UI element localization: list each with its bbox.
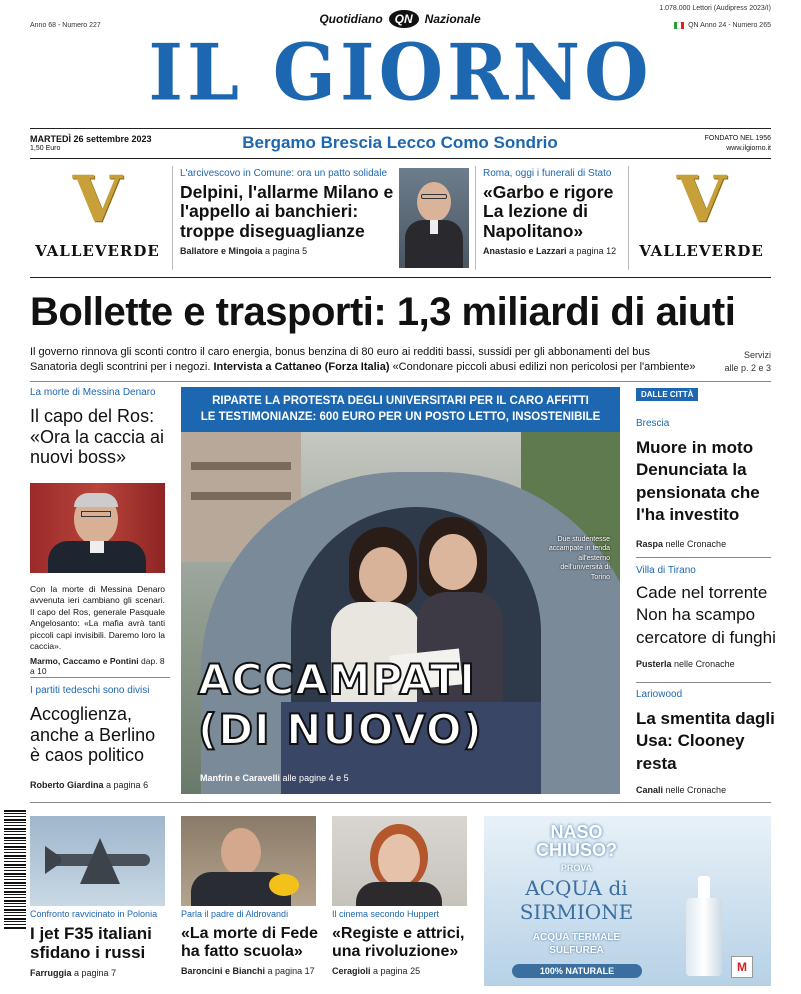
valleverde-ad-right[interactable]	[634, 162, 769, 268]
kicker: La morte di Messina Denaro	[30, 387, 156, 398]
issue-number-left: Anno 68 - Numero 227	[30, 22, 101, 29]
headline: Delpini, l'allarme Milano e l'appello ai banchieri: troppe diseguaglianze	[180, 182, 394, 241]
top-story-delpini[interactable]	[180, 168, 395, 256]
page-ref: Raspa nelle Cronache	[636, 538, 727, 549]
messina-body: Con la morte di Messina Denaro avvenuta ieri cambiano gli scenari. Il capo del Ros, generale Pasquale Angelosanto: «La mafia avrà tanti piccoli capi invisibili. Daremo loro la caccia».	[30, 584, 165, 652]
ros-chief-photo	[30, 483, 165, 573]
kicker: Roma, oggi i funerali di Stato	[483, 168, 612, 179]
masthead-title: IL GIORNO	[148, 27, 653, 119]
main-summary: Il governo rinnova gli sconti contro il caro energia, bonus benzina di 80 euro ai redditi bassi, sussidi per gli abbonamenti del bus Sanatoria degli scontrini per i negozi. Intervista a Cattaneo (Forza Italia) «Condonare piccoli abusi edilizi non pericolosi per l'ambiente»	[30, 346, 696, 374]
page-ref: Ballatore e Mingoia a pagina 5	[180, 245, 308, 256]
kicker: L'arcivescovo in Comune: ora un patto solidale	[180, 168, 388, 179]
main-headline[interactable]: Bollette e trasporti: 1,3 miliardi di aiuti	[30, 290, 736, 334]
valleverde-logo-icon: V	[676, 162, 727, 237]
story-villa-di-tirano[interactable]	[636, 565, 776, 669]
page-ref: Baroncini e Bianchi a pagina 17	[181, 966, 315, 977]
headline: I jet F35 italiani sfidano i russi	[30, 924, 152, 962]
headline: «La morte di Fede ha fatto scuola»	[181, 925, 318, 960]
bottom-story-f35[interactable]	[30, 909, 175, 978]
headline: «Registe e attrici, una rivoluzione»	[332, 925, 465, 960]
bottom-story-huppert[interactable]	[332, 909, 477, 976]
ad-logo-icon: M	[731, 956, 753, 978]
headline: Cade nel torrente Non ha scampo cercatore di funghi	[636, 583, 776, 647]
issue-date: MARTEDÌ 26 settembre 2023	[30, 134, 152, 144]
page-ref: Canali nelle Cronache	[636, 785, 727, 796]
page-ref: Pusterla nelle Cronache	[636, 659, 735, 670]
kicker: Parla il padre di Aldrovandi	[181, 909, 289, 919]
page-ref: Ceragioli a pagina 25	[332, 966, 421, 977]
aldrovandi-photo	[181, 816, 316, 906]
messina-ref: Marmo, Caccamo e Pontini dap. 8 a 10	[30, 656, 165, 676]
valleverde-logo-icon: V	[72, 162, 123, 237]
f35-photo	[30, 816, 165, 906]
kicker: Confronto ravvicinato in Polonia	[30, 909, 158, 919]
page-ref: Roberto Giardina a pagina 6	[30, 780, 149, 791]
kicker: Lariowood	[636, 689, 683, 700]
edition-cities: Bergamo Brescia Lecco Como Sondrio	[242, 133, 558, 152]
valleverde-ad-left[interactable]	[30, 162, 165, 268]
qn-header	[300, 8, 500, 30]
nazionale-label: Nazionale	[424, 12, 481, 26]
story-brescia[interactable]	[636, 418, 776, 549]
top-story-napolitano[interactable]	[483, 168, 623, 256]
ad-line1: NASO	[550, 822, 603, 842]
photo-caption: Due studentesse accampate in tenda all'esterno dell'università di Torino	[548, 536, 610, 581]
services-ref: Servizi alle p. 2 e 3	[724, 350, 771, 373]
kicker: Brescia	[636, 418, 670, 429]
italy-flag-icon	[674, 22, 684, 29]
bottom-story-aldrovandi[interactable]	[181, 909, 326, 976]
founded-label: FONDATO NEL 1956	[704, 135, 771, 142]
headline: Il capo del Ros: «Ora la caccia ai nuovi boss»	[30, 406, 165, 468]
ad-sub1: ACQUA TERMALE	[532, 932, 621, 943]
ad-sub2: SULFUREA	[549, 945, 604, 956]
page-ref: Anastasio e Lazzari a pagina 12	[483, 245, 617, 256]
spray-bottle-icon	[684, 876, 724, 976]
barcode	[4, 810, 26, 930]
accampati-headline: ACCAMPATI (DI NUOVO)	[198, 655, 483, 755]
ad-line2: CHIUSO?	[536, 840, 617, 860]
website: www.ilgiorno.it	[726, 145, 771, 152]
valleverde-brand: VALLEVERDE	[639, 242, 764, 260]
photo-banner: RIPARTE LA PROTESTA DEGLI UNIVERSITARI PER IL CARO AFFITTI LE TESTIMONIANZE: 600 EURO PER UN POSTO LETTO, INSOSTENIBILE	[181, 387, 620, 432]
ad-brand2: SIRMIONE	[519, 900, 634, 924]
story-berlino[interactable]	[30, 685, 170, 790]
acqua-sirmione-ad[interactable]	[484, 816, 771, 986]
delpini-photo	[399, 168, 469, 268]
photo-ref: Manfrin e Caravelli alle pagine 4 e 5	[200, 773, 349, 783]
story-lariowood[interactable]	[636, 689, 776, 795]
huppert-photo	[332, 816, 467, 906]
headline: Accoglienza, anche a Berlino è caos politico	[30, 704, 156, 766]
issue-number-right: QN Anno 24 - Numero 265	[674, 22, 771, 29]
kicker: Villa di Tirano	[636, 565, 696, 576]
readers-count: 1.078.000 Lettori (Audipress 2023/I)	[659, 5, 771, 12]
headline: La smentita dagli Usa: Clooney resta	[636, 709, 775, 773]
kicker: I partiti tedeschi sono divisi	[30, 685, 150, 696]
price: 1,50 Euro	[30, 145, 61, 152]
headline: Muore in moto Denunciata la pensionata che l'ha investito	[636, 438, 760, 525]
qn-logo: QN	[389, 10, 419, 28]
quotidiano-label: Quotidiano	[319, 12, 383, 26]
dalle-citta-section: DALLE CITTÀ	[636, 388, 698, 401]
page-ref: Farruggia a pagina 7	[30, 968, 117, 979]
valleverde-brand: VALLEVERDE	[35, 242, 160, 260]
headline: «Garbo e rigore La lezione di Napolitano»	[483, 182, 614, 241]
ad-prova: PROVA	[560, 863, 593, 873]
ad-badge: 100% NATURALE	[512, 964, 642, 978]
kicker: Il cinema secondo Huppert	[332, 909, 440, 919]
story-messina-denaro[interactable]	[30, 387, 165, 468]
ad-brand1: ACQUA di	[525, 876, 628, 900]
